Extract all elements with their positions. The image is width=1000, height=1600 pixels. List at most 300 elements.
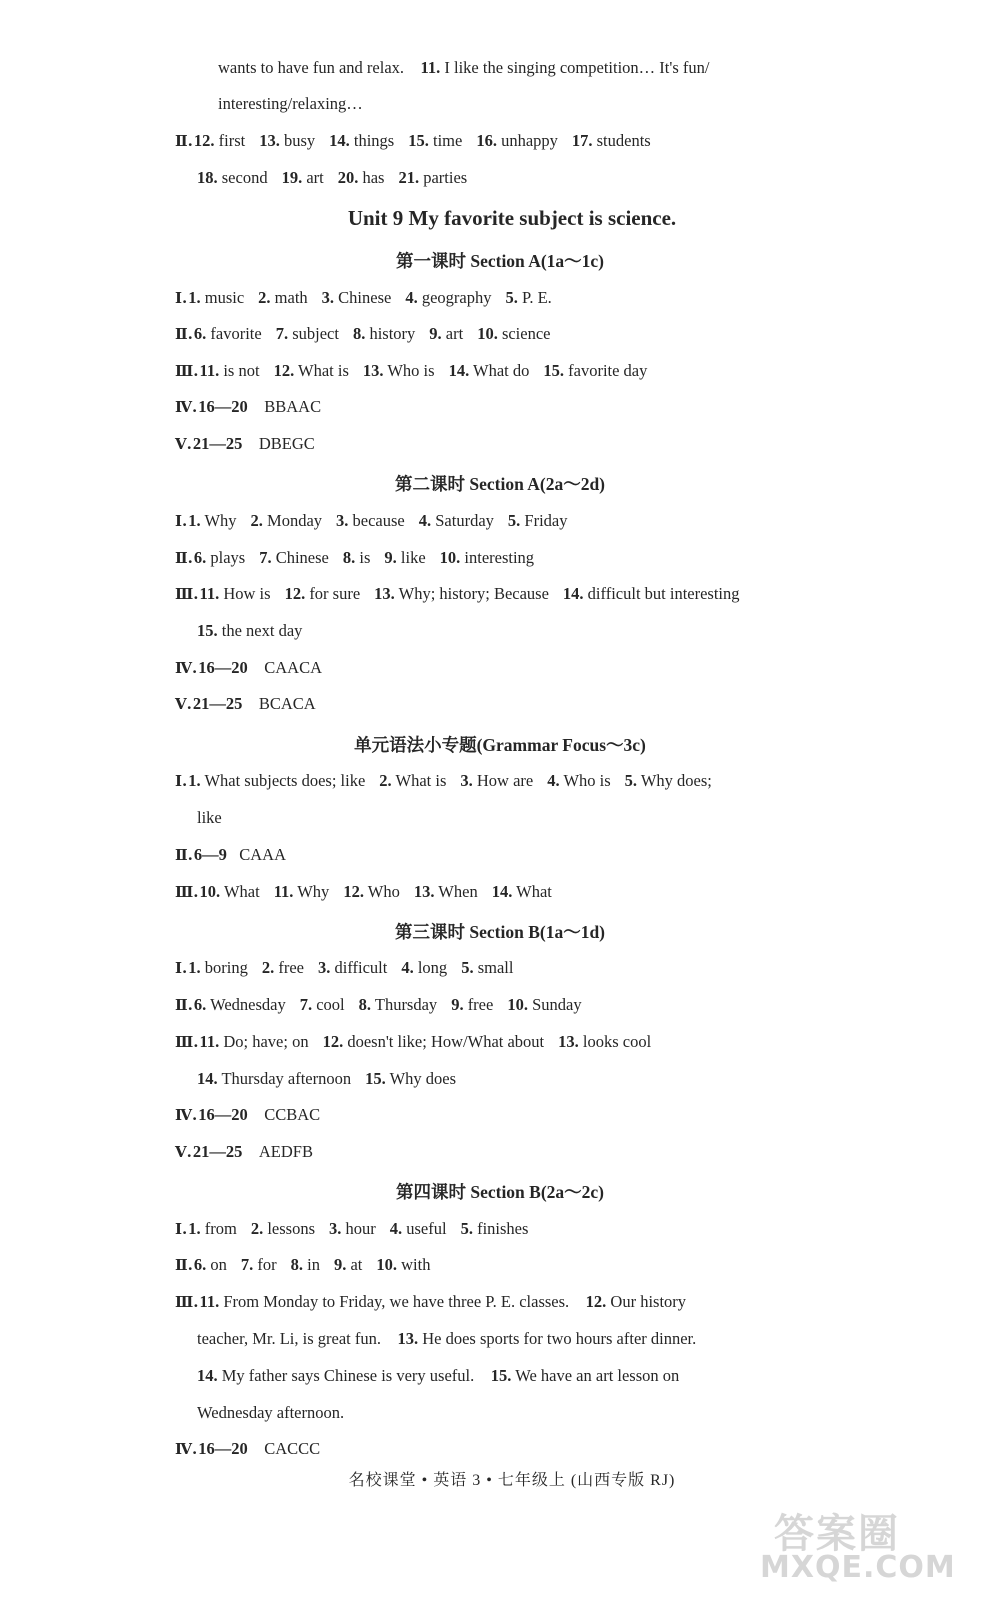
answer-line	[218, 93, 363, 115]
answer-line	[197, 620, 302, 642]
answer-item	[188, 288, 244, 307]
answer-line	[197, 1068, 456, 1090]
answer-text: How is	[223, 584, 271, 603]
item-number: 14.	[448, 361, 470, 380]
watermark-text: 答案圈	[774, 1511, 900, 1557]
answer-text: Why; history; Because	[398, 584, 549, 603]
answer-item	[300, 995, 345, 1014]
answer-text: I like the singing competition… It's fun/	[444, 58, 710, 77]
answer-item	[334, 1255, 362, 1274]
item-number: 2.	[250, 511, 263, 530]
item-range: 6—9	[193, 845, 227, 864]
answer-line	[175, 770, 712, 792]
answer-text: CAACA	[264, 658, 323, 677]
answer-item	[323, 1032, 545, 1051]
answer-line	[175, 1438, 320, 1460]
answer-item	[405, 288, 491, 307]
part-label: Ⅲ.	[175, 883, 199, 901]
answer-item	[429, 324, 463, 343]
section-title: 第二课时 Section A(2a～2d)	[395, 474, 605, 494]
answer-text: favorite	[210, 324, 262, 343]
item-number: 7.	[240, 1255, 254, 1274]
answer-item	[625, 771, 712, 790]
answer-item	[376, 1255, 430, 1274]
item-number: 6.	[193, 1255, 207, 1274]
answer-item	[259, 131, 315, 150]
item-number: 9.	[384, 548, 397, 567]
item-range: 16—20	[198, 658, 248, 677]
answer-item	[200, 1032, 309, 1051]
part-label: Ⅴ.	[175, 1143, 192, 1161]
answer-text: What	[516, 882, 552, 901]
answer-text: Why does;	[640, 771, 712, 790]
answer-item	[336, 511, 405, 530]
answer-item	[251, 511, 323, 530]
item-number: 15.	[543, 361, 564, 380]
item-number: 13.	[413, 882, 435, 901]
answer-text: doesn't like; How/What about	[347, 1032, 545, 1051]
item-number: 21.	[398, 168, 420, 187]
item-number: 10.	[439, 548, 461, 567]
answer-text: interesting	[464, 548, 535, 567]
answer-text: small	[477, 958, 514, 977]
item-number: 14.	[197, 1366, 218, 1385]
answer-text: cool	[316, 995, 345, 1014]
item-number: 5.	[460, 1219, 473, 1238]
answer-item	[547, 771, 610, 790]
answer-item	[329, 1219, 376, 1238]
item-range: 16—20	[198, 1105, 248, 1124]
answer-line	[175, 287, 552, 309]
answer-item	[477, 324, 550, 343]
answer-line	[175, 547, 534, 569]
item-number: 10.	[199, 882, 221, 901]
answer-line	[175, 1254, 430, 1276]
item-number: 1.	[188, 771, 201, 790]
answer-text: looks cool	[582, 1032, 652, 1051]
answer-text: geography	[421, 288, 492, 307]
section-title: 第四课时 Section B(2a～2c)	[395, 1182, 605, 1202]
item-number: 15.	[490, 1366, 512, 1385]
answer-item	[492, 882, 552, 901]
answer-item	[274, 882, 330, 901]
answer-text: history	[369, 324, 416, 343]
answer-item	[259, 548, 329, 567]
item-number: 13.	[397, 1329, 419, 1348]
item-number: 6.	[193, 548, 207, 567]
answer-text: Our history	[610, 1292, 687, 1311]
item-number: 15.	[365, 1069, 386, 1088]
item-number: 12.	[273, 361, 295, 380]
answer-line	[175, 693, 316, 715]
part-label: Ⅰ.	[175, 512, 188, 530]
answer-text: What do	[473, 361, 530, 380]
item-range: 21—25	[192, 434, 243, 453]
answer-text: Chinese	[338, 288, 392, 307]
item-number: 12.	[193, 131, 215, 150]
item-number: 14.	[562, 584, 584, 603]
part-label: Ⅰ.	[175, 1220, 188, 1238]
answer-text: art	[445, 324, 464, 343]
answer-item	[451, 995, 493, 1014]
answer-item	[197, 621, 302, 640]
answer-text: When	[438, 882, 478, 901]
part-label: Ⅰ.	[175, 959, 188, 977]
item-number: 17.	[571, 131, 593, 150]
item-number: 8.	[342, 548, 356, 567]
answer-text: finishes	[477, 1219, 529, 1238]
item-number: 1.	[188, 288, 201, 307]
answer-text: the next day	[221, 621, 303, 640]
answer-text: Chinese	[275, 548, 329, 567]
item-number: 13.	[362, 361, 384, 380]
item-number: 1.	[188, 1219, 201, 1238]
answer-item	[543, 361, 647, 380]
item-number: 6.	[193, 995, 207, 1014]
answer-item	[241, 1255, 277, 1274]
item-number: 4.	[547, 771, 560, 790]
answer-text: Who	[367, 882, 400, 901]
item-number: 4.	[401, 958, 414, 977]
answer-line	[197, 1328, 696, 1350]
answer-text: useful	[406, 1219, 447, 1238]
item-number: 15.	[408, 131, 429, 150]
answer-text: Why	[204, 511, 237, 530]
answer-text: teacher, Mr. Li, is great fun.	[197, 1329, 381, 1348]
item-number: 2.	[250, 1219, 264, 1238]
answer-text: students	[596, 131, 651, 150]
answer-text: What subjects does; like	[204, 771, 366, 790]
answer-item	[194, 995, 286, 1014]
answer-text: favorite day	[568, 361, 648, 380]
answer-item	[449, 361, 530, 380]
answer-item	[508, 511, 568, 530]
answer-text: is	[359, 548, 371, 567]
answer-item	[194, 324, 262, 343]
answer-text: Sunday	[532, 995, 582, 1014]
answer-item	[329, 131, 394, 150]
answer-text: What is	[298, 361, 349, 380]
answer-text: second	[221, 168, 268, 187]
answer-text: Friday	[524, 511, 568, 530]
answer-text: is not	[223, 361, 260, 380]
answer-item	[440, 548, 534, 567]
item-number: 18.	[197, 168, 218, 187]
answer-line	[175, 1291, 686, 1313]
answer-text: with	[401, 1255, 431, 1274]
item-number: 20.	[337, 168, 359, 187]
item-number: 11.	[420, 58, 441, 77]
item-number: 11.	[273, 882, 294, 901]
answer-text: wants to have fun and relax.	[218, 58, 405, 77]
part-label: Ⅴ.	[175, 435, 192, 453]
part-label: Ⅳ.	[175, 398, 198, 416]
answer-text: difficult	[334, 958, 388, 977]
item-number: 8.	[358, 995, 372, 1014]
answer-text: Who is	[387, 361, 435, 380]
answer-text: Thursday afternoon	[221, 1069, 352, 1088]
answer-text: like	[197, 808, 222, 827]
answer-text: Wednesday afternoon.	[197, 1403, 345, 1422]
part-label: Ⅱ.	[175, 996, 193, 1014]
item-number: 2.	[258, 288, 271, 307]
part-label: Ⅳ.	[175, 1106, 198, 1124]
answer-item	[188, 511, 236, 530]
answer-item	[563, 584, 740, 603]
answer-text: like	[400, 548, 426, 567]
answer-text: hour	[345, 1219, 376, 1238]
item-number: 3.	[460, 771, 473, 790]
answer-line	[175, 657, 322, 679]
section-title: 单元语法小专题(Grammar Focus～3c)	[354, 735, 646, 755]
item-number: 12.	[284, 584, 306, 603]
answer-item	[460, 771, 533, 790]
item-range: 21—25	[192, 694, 243, 713]
item-number: 11.	[199, 361, 220, 380]
answer-text: How are	[476, 771, 534, 790]
item-range: 16—20	[198, 397, 248, 416]
answer-item	[194, 548, 245, 567]
answer-item	[197, 1069, 351, 1088]
answer-item	[282, 168, 324, 187]
answer-text: Thursday	[374, 995, 438, 1014]
answer-item	[506, 288, 552, 307]
item-number: 14.	[197, 1069, 218, 1088]
item-number: 12.	[585, 1292, 607, 1311]
answer-item	[363, 361, 435, 380]
item-number: 9.	[333, 1255, 347, 1274]
answer-item	[200, 361, 260, 380]
item-number: 10.	[376, 1255, 398, 1274]
item-number: 8.	[290, 1255, 303, 1274]
answer-item	[338, 168, 385, 187]
item-number: 11.	[199, 584, 220, 603]
item-number: 3.	[317, 958, 331, 977]
answer-text: interesting/relaxing…	[218, 94, 363, 113]
part-label: Ⅱ.	[175, 325, 193, 343]
answer-item	[359, 995, 438, 1014]
answer-text: difficult but interesting	[587, 584, 740, 603]
answer-item	[476, 131, 558, 150]
item-number: 7.	[259, 548, 272, 567]
answer-item	[322, 288, 392, 307]
part-label: Ⅱ.	[175, 132, 193, 150]
item-number: 12.	[343, 882, 364, 901]
item-number: 13.	[259, 131, 280, 150]
answer-item	[274, 361, 349, 380]
answer-line	[175, 1218, 528, 1240]
item-number: 7.	[275, 324, 289, 343]
answer-text: unhappy	[501, 131, 558, 150]
part-label: Ⅰ.	[175, 289, 188, 307]
answer-line	[175, 583, 740, 605]
item-number: 1.	[188, 958, 201, 977]
section-title: 第一课时 Section A(1a～1c)	[395, 251, 605, 271]
item-number: 3.	[321, 288, 335, 307]
answer-item	[200, 882, 260, 901]
answer-line	[197, 1402, 344, 1424]
answer-item	[200, 584, 271, 603]
answer-text: lessons	[267, 1219, 315, 1238]
part-label: Ⅱ.	[175, 846, 193, 864]
answer-text: plays	[210, 548, 246, 567]
watermark-url: MXQE.COM	[760, 1550, 956, 1585]
answer-text: We have an art lesson on	[515, 1366, 680, 1385]
answer-item	[353, 324, 415, 343]
answer-line	[175, 130, 651, 152]
answer-text: He does sports for two hours after dinner.	[422, 1329, 697, 1348]
answer-text: parties	[423, 168, 468, 187]
item-number: 11.	[199, 1032, 220, 1051]
item-number: 8.	[352, 324, 366, 343]
item-range: 16—20	[198, 1439, 248, 1458]
answer-text: for sure	[309, 584, 361, 603]
answer-text: has	[362, 168, 385, 187]
answer-line	[218, 57, 709, 79]
answer-item	[285, 584, 361, 603]
answer-text: free	[278, 958, 304, 977]
answer-text: math	[274, 288, 308, 307]
answer-item	[194, 131, 245, 150]
answer-item	[419, 511, 494, 530]
item-number: 3.	[329, 1219, 342, 1238]
answer-item	[507, 995, 581, 1014]
item-number: 9.	[451, 995, 464, 1014]
answer-text: time	[432, 131, 463, 150]
answer-text: in	[307, 1255, 320, 1274]
item-number: 5.	[505, 288, 518, 307]
answer-text: boring	[204, 958, 248, 977]
item-number: 10.	[507, 995, 528, 1014]
answer-text: from	[204, 1219, 237, 1238]
answer-item	[408, 131, 462, 150]
item-number: 13.	[374, 584, 395, 603]
answer-item	[258, 288, 308, 307]
answer-item	[390, 1219, 447, 1238]
answer-item	[401, 958, 447, 977]
answer-item	[414, 882, 478, 901]
item-number: 3.	[336, 511, 349, 530]
part-label: Ⅳ.	[175, 659, 198, 677]
answer-item	[379, 771, 446, 790]
part-label: Ⅰ.	[175, 772, 188, 790]
item-number: 5.	[461, 958, 474, 977]
answer-line	[175, 881, 552, 903]
answer-item	[558, 1032, 651, 1051]
answer-line	[175, 433, 315, 455]
page-footer: 名校课堂 • 英语 3 • 七年级上 (山西专版 RJ)	[348, 1472, 676, 1489]
item-number: 1.	[188, 511, 201, 530]
part-label: Ⅱ.	[175, 549, 193, 567]
answer-item	[374, 584, 549, 603]
answer-item	[461, 958, 513, 977]
answer-text: busy	[283, 131, 316, 150]
answer-text: From Monday to Friday, we have three P. E. classes.	[223, 1292, 570, 1311]
answer-item	[318, 958, 387, 977]
answer-item	[365, 1069, 456, 1088]
item-number: 14.	[491, 882, 513, 901]
part-label: Ⅲ.	[175, 1293, 199, 1311]
answer-text: subject	[292, 324, 339, 343]
answer-item	[188, 771, 365, 790]
answer-item	[262, 958, 304, 977]
part-label: Ⅴ.	[175, 695, 192, 713]
answer-text: for	[257, 1255, 277, 1274]
part-label: Ⅲ.	[175, 362, 199, 380]
item-number: 5.	[507, 511, 521, 530]
answer-line	[197, 167, 467, 189]
section-title: 第三课时 Section B(1a～1d)	[395, 922, 605, 942]
item-number: 12.	[322, 1032, 344, 1051]
answer-text: My father says Chinese is very useful.	[221, 1366, 475, 1385]
item-number: 14.	[329, 131, 350, 150]
answer-line	[197, 1365, 679, 1387]
answer-item	[398, 168, 467, 187]
answer-line	[175, 844, 286, 866]
answer-text: CCBAC	[264, 1105, 321, 1124]
answer-text: free	[467, 995, 494, 1014]
answer-item	[384, 548, 425, 567]
answer-item	[461, 1219, 529, 1238]
unit-title: Unit 9 My favorite subject is science.	[347, 206, 677, 230]
item-number: 19.	[281, 168, 303, 187]
part-label: Ⅲ.	[175, 1033, 199, 1051]
answer-text: AEDFB	[258, 1142, 313, 1161]
watermark-logo	[760, 1502, 970, 1592]
answer-line	[175, 1104, 320, 1126]
answer-item	[188, 1219, 237, 1238]
part-label: Ⅳ.	[175, 1440, 198, 1458]
answer-line	[175, 1031, 651, 1053]
item-number: 7.	[299, 995, 313, 1014]
item-number: 15.	[197, 621, 218, 640]
answer-text: long	[417, 958, 448, 977]
answer-text: CAAA	[239, 845, 287, 864]
answer-item	[194, 1255, 227, 1274]
answer-text: first	[218, 131, 246, 150]
answer-text: Why does	[389, 1069, 457, 1088]
answer-text: What	[223, 882, 260, 901]
answer-text: art	[306, 168, 324, 187]
answer-text: Monday	[267, 511, 323, 530]
answer-line	[175, 323, 551, 345]
part-label: Ⅲ.	[175, 585, 199, 603]
answer-text: Saturday	[435, 511, 494, 530]
answer-line	[175, 1141, 313, 1163]
answer-item	[276, 324, 339, 343]
answer-item	[188, 958, 248, 977]
answer-line	[197, 807, 222, 829]
answer-item	[197, 168, 268, 187]
answer-line	[175, 396, 321, 418]
item-number: 4.	[389, 1219, 403, 1238]
answer-item	[343, 548, 371, 567]
answer-text: BBAAC	[264, 397, 322, 416]
answer-line	[175, 994, 582, 1016]
answer-line	[175, 957, 513, 979]
answer-text: at	[350, 1255, 363, 1274]
item-number: 2.	[379, 771, 392, 790]
part-label: Ⅱ.	[175, 1256, 193, 1274]
answer-text: science	[501, 324, 551, 343]
item-number: 4.	[418, 511, 432, 530]
item-number: 5.	[624, 771, 638, 790]
answer-text: because	[352, 511, 405, 530]
item-number: 4.	[405, 288, 418, 307]
item-number: 9.	[429, 324, 442, 343]
answer-item	[343, 882, 400, 901]
answer-text: Why	[297, 882, 330, 901]
